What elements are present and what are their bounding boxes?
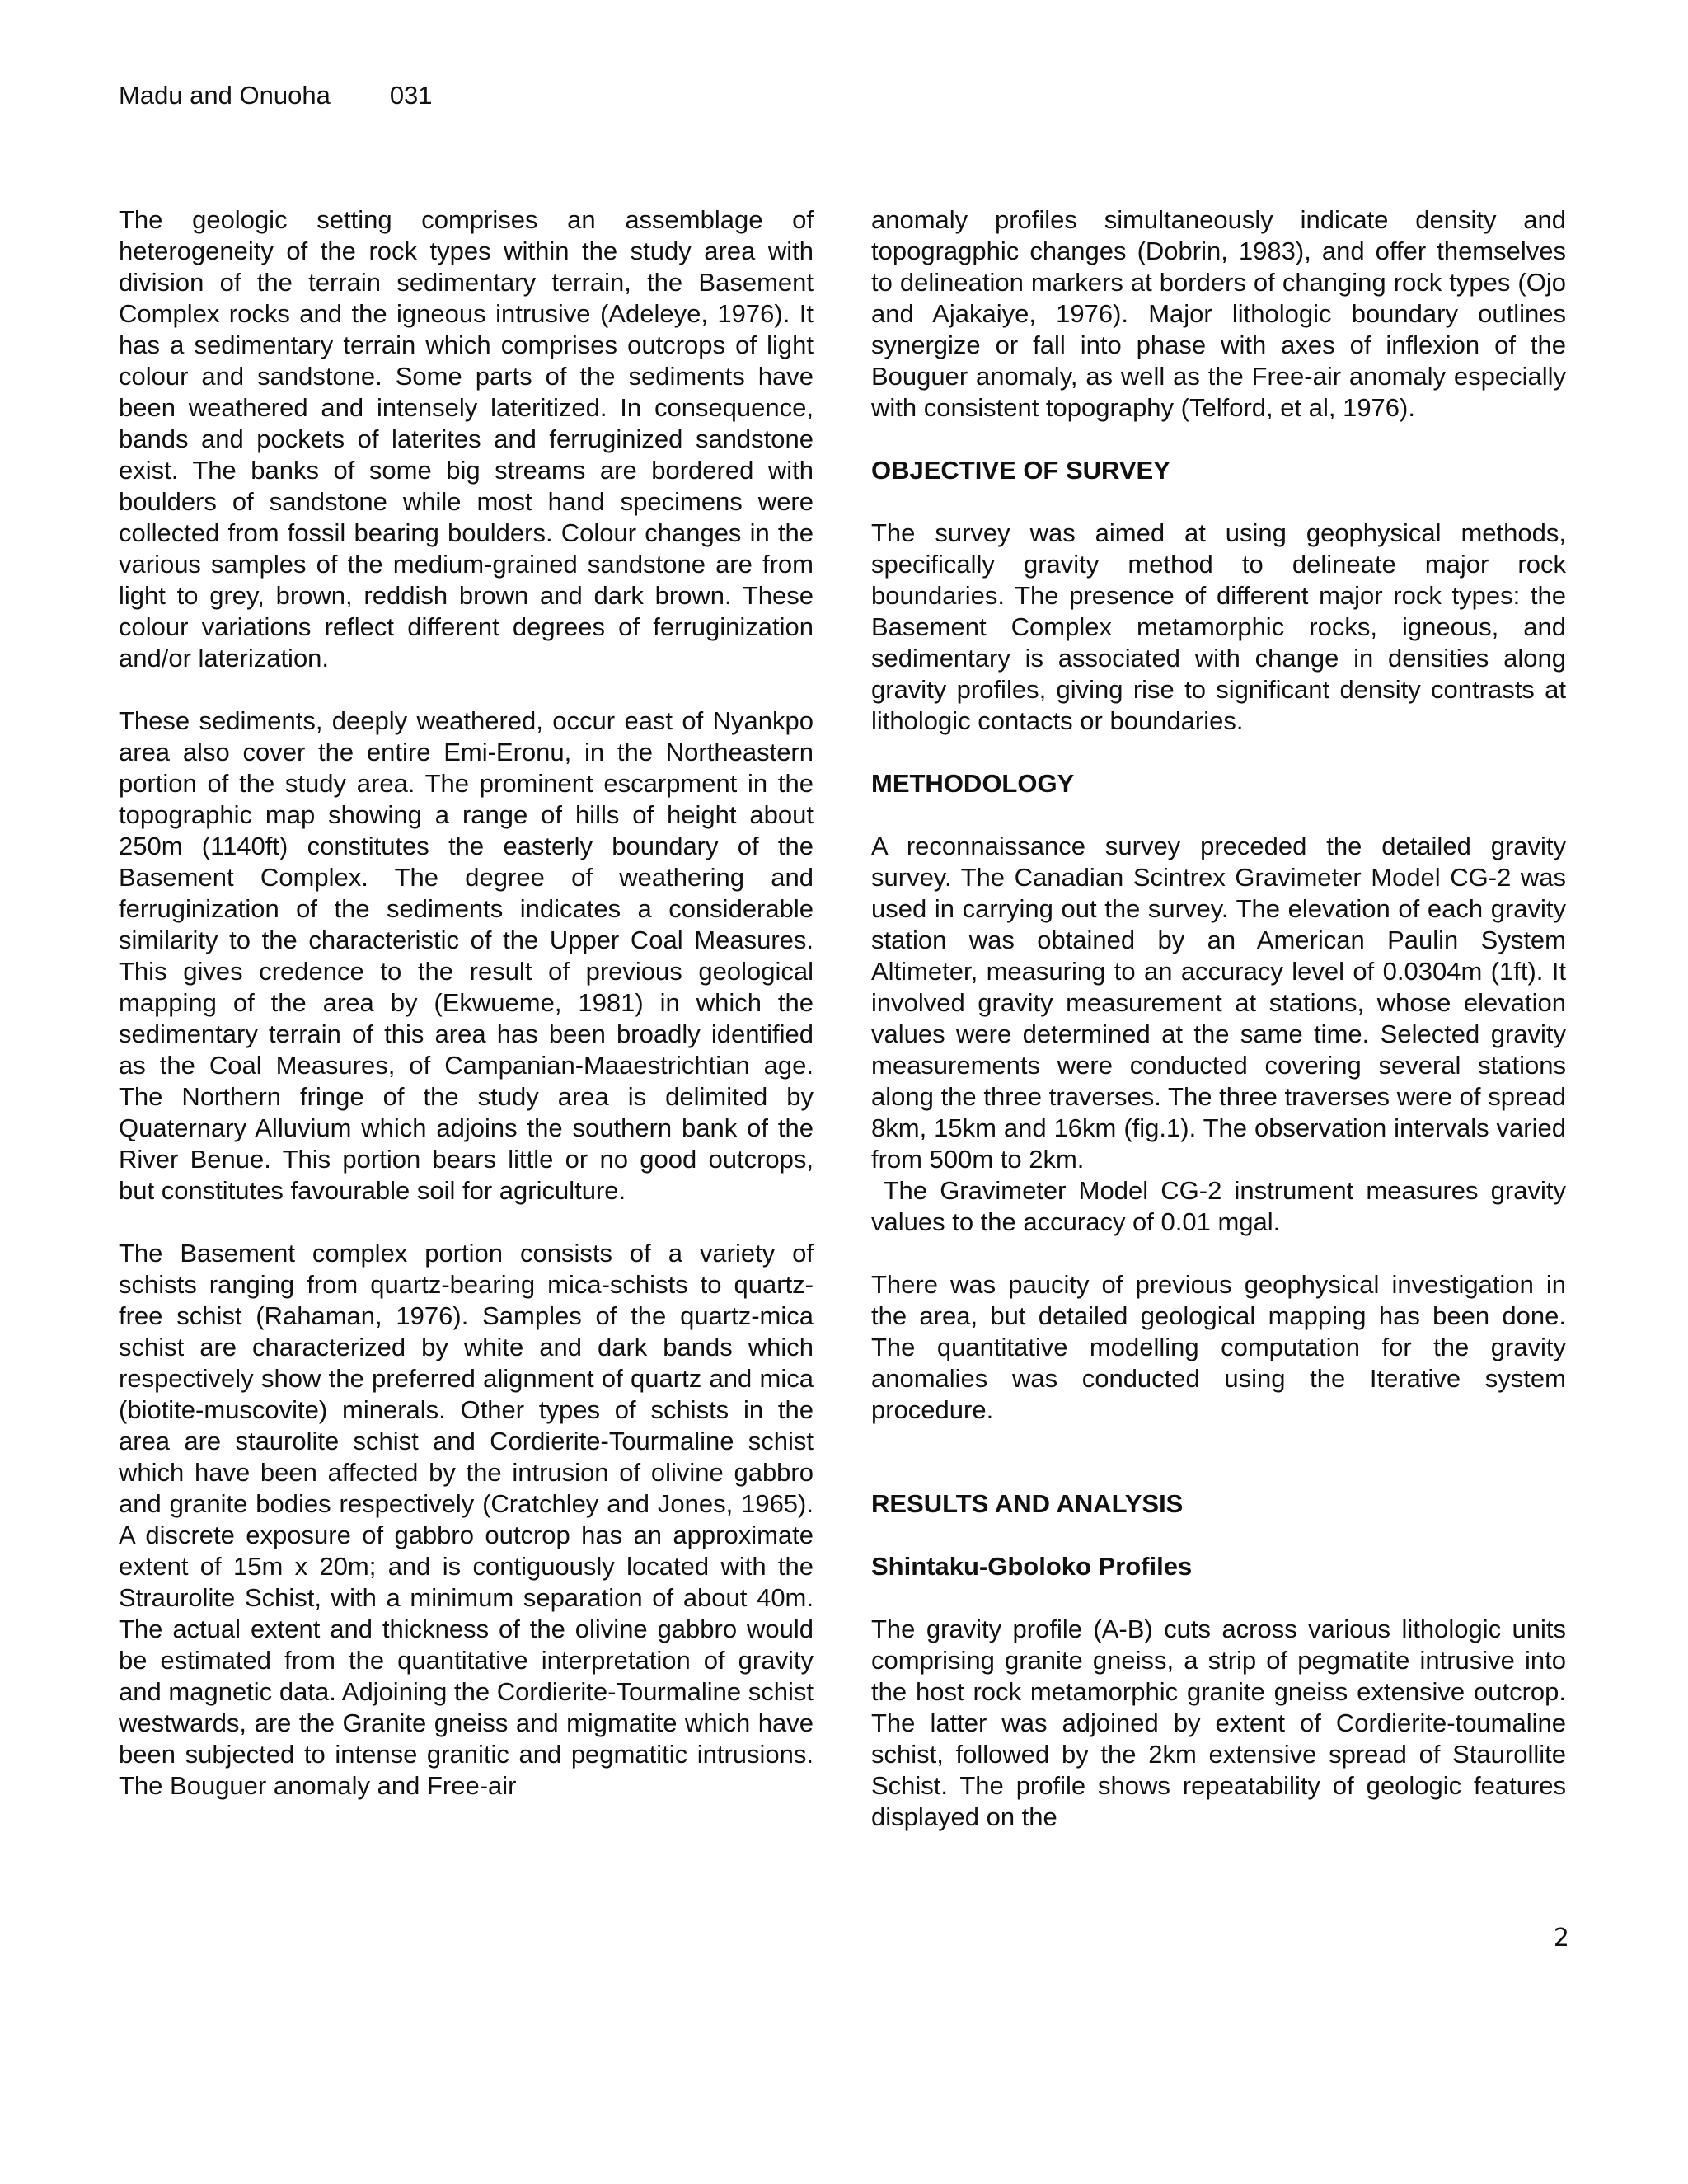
right-column	[871, 204, 1566, 1833]
heading-objective-of-survey: OBJECTIVE OF SURVEY	[871, 456, 1170, 485]
left-paragraph-geologic-setting: The geologic setting comprises an assemblage of heterogeneity of the rock types within the study area with division of the terrain sedimentary terrain, the Basement Complex rocks and the igneous intrusive (Adeleye, 1976). It has a sedimentary terrain which comprises outcrops of light colour and sandstone. Some parts of the sediments have been weathered and intensely lateritized. In consequence, bands and pockets of laterites and ferruginized sandstone exist. The banks of some big streams are bordered with boulders of sandstone while most hand specimens were collected from fossil bearing boulders. Colour changes in the various samples of the medium-grained sandstone are from light to grey, brown, reddish brown and dark brown. These colour variations reflect different degrees of ferruginization and/or laterization.	[119, 205, 814, 673]
header-authors: Madu and Onuoha	[119, 81, 331, 110]
left-paragraph-basement-complex: The Basement complex portion consists of a variety of schists ranging from quartz-bearing mica-schists to quartz-free schist (Rahaman, 1976). Samples of the quartz-mica schist are characterized by white and dark bands which respectively show the preferred alignment of quartz and mica (biotite-muscovite) minerals. Other types of schists in the area are staurolite schist and Cordierite-Tourmaline schist which have been affected by the intrusion of olivine gabbro and granite bodies respectively (Cratchley and Jones, 1965). A discrete exposure of gabbro outcrop has an approximate extent of 15m x 20m; and is contiguously located with the Straurolite Schist, with a minimum separation of about 40m. The actual extent and thickness of the olivine gabbro would be estimated from the quantitative interpretation of gravity and magnetic data. Adjoining the Cordierite-Tourmaline schist westwards, are the Granite gneiss and migmatite which have been subjected to intense granitic and pegmatitic intrusions. The Bouguer anomaly and Free-air	[119, 1239, 814, 1800]
header-page-ref: 031	[389, 81, 433, 110]
gravimeter-text: The Gravimeter Model CG-2 instrument measures gravity values to the accuracy of 0.01 mgal.	[871, 1176, 1566, 1236]
right-paragraph-gravity-profile: The gravity profile (A-B) cuts across various lithologic units comprising granite gneiss, a strip of pegmatite intrusive into the host rock metamorphic granite gneiss extensive outcrop. The latter was adjoined by extent of Cordierite-toumaline schist, followed by the 2km extensive spread of Staurollite Schist. The profile shows repeatability of geologic features displayed on the	[871, 1615, 1566, 1831]
heading-methodology: METHODOLOGY	[871, 769, 1075, 798]
page-number: 2	[1553, 1924, 1569, 1952]
subheading-shintaku-gboloko-profiles: Shintaku-Gboloko Profiles	[871, 1552, 1193, 1581]
heading-results-and-analysis: RESULTS AND ANALYSIS	[871, 1489, 1184, 1518]
right-paragraph-objective: The survey was aimed at using geophysical methods, specifically gravity method to delineate major rock boundaries. The presence of different major rock types: the Basement Complex metamorphic rocks, igneous, and sedimentary is associated with change in densities along gravity profiles, giving rise to significant density contrasts at lithologic contacts or boundaries.	[871, 518, 1566, 735]
right-paragraph-paucity: There was paucity of previous geophysical investigation in the area, but detailed geological mapping has been done. The quantitative modelling computation for the gravity anomalies was conducted using the Iterative system procedure.	[871, 1270, 1566, 1424]
running-header	[119, 79, 433, 112]
left-column	[119, 204, 814, 1802]
right-paragraph-anomaly-profiles: anomaly profiles simultaneously indicate density and topogragphic changes (Dobrin, 1983), and offer themselves to delineation markers at borders of changing rock types (Ojo and Ajakaiye, 1976). Major lithologic boundary outlines synergize or fall into phase with axes of inflexion of the Bouguer anomaly, as well as the Free-air anomaly especially with consistent topography (Telford, et al, 1976).	[871, 205, 1566, 422]
right-paragraph-methodology: A reconnaissance survey preceded the detailed gravity survey. The Canadian Scintrex Gravimeter Model CG-2 was used in carrying out the survey. The elevation of each gravity station was obtained by an American Paulin System Altimeter, measuring to an accuracy level of 0.0304m (1ft). It involved gravity measurement at stations, whose elevation values were determined at the same time. Selected gravity measurements were conducted covering several stations along the three traverses. The three traverses were of spread 8km, 15km and 16km (fig.1). The observation intervals varied from 500m to 2km.	[871, 832, 1566, 1174]
right-paragraph-gravimeter	[871, 1175, 1566, 1238]
left-paragraph-sediments: These sediments, deeply weathered, occur east of Nyankpo area also cover the entire Emi-Eronu, in the Northeastern portion of the study area. The prominent escarpment in the topographic map showing a range of hills of height about 250m (1140ft) constitutes the easterly boundary of the Basement Complex. The degree of weathering and ferruginization of the sediments indicates a considerable similarity to the characteristic of the Upper Coal Measures. This gives credence to the result of previous geological mapping of the area by (Ekwueme, 1981) in which the sedimentary terrain of this area has been broadly identified as the Coal Measures, of Campanian-Maaestrichtian age. The Northern fringe of the study area is delimited by Quaternary Alluvium which adjoins the southern bank of the River Benue. This portion bears little or no good outcrops, but constitutes favourable soil for agriculture.	[119, 706, 814, 1205]
